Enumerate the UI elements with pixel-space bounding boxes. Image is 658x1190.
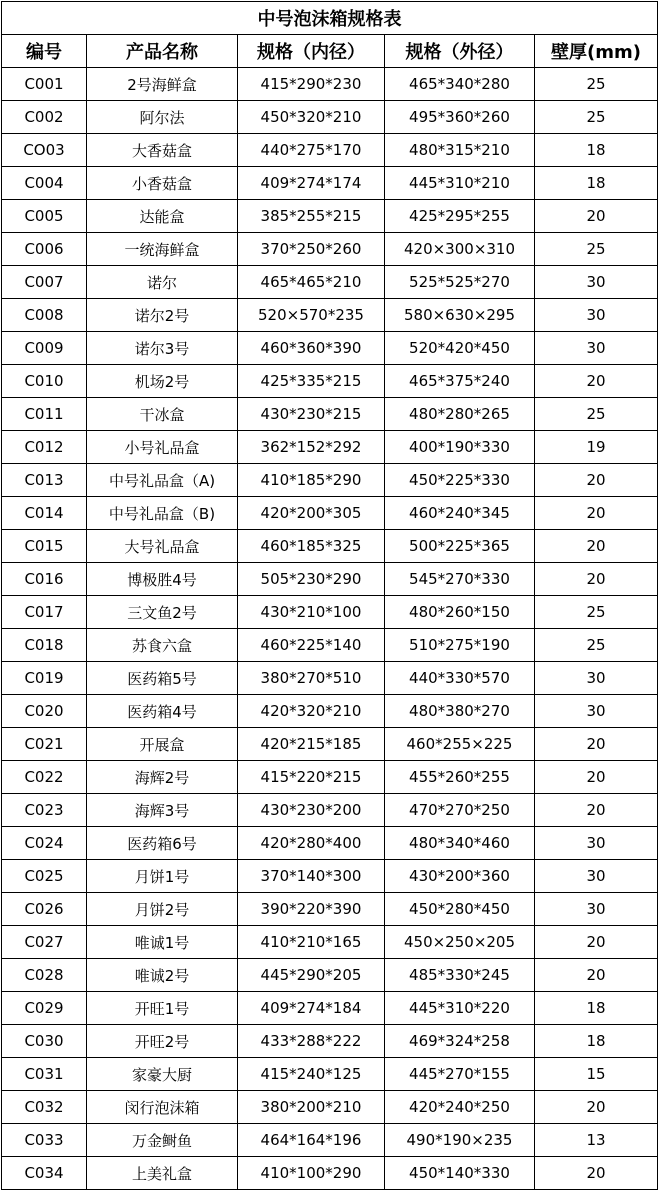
cell-outer-size: 420*240*250 bbox=[385, 1091, 535, 1124]
cell-outer-size: 510*275*190 bbox=[385, 629, 535, 662]
cell-product-name: 三文鱼2号 bbox=[87, 596, 238, 629]
table-row bbox=[2, 794, 658, 827]
cell-wall-thickness: 25 bbox=[535, 398, 658, 431]
cell-inner-size: 420*200*305 bbox=[238, 497, 385, 530]
cell-product-name: 医药箱5号 bbox=[87, 662, 238, 695]
cell-code: C007 bbox=[2, 266, 87, 299]
cell-inner-size: 445*290*205 bbox=[238, 959, 385, 992]
cell-wall-thickness: 20 bbox=[535, 794, 658, 827]
cell-inner-size: 410*185*290 bbox=[238, 464, 385, 497]
cell-code: C018 bbox=[2, 629, 87, 662]
cell-outer-size: 480*340*460 bbox=[385, 827, 535, 860]
cell-product-name: 达能盒 bbox=[87, 200, 238, 233]
cell-wall-thickness: 15 bbox=[535, 1058, 658, 1091]
cell-product-name: 诺尔3号 bbox=[87, 332, 238, 365]
cell-code: C001 bbox=[2, 68, 87, 101]
cell-product-name: 干冰盒 bbox=[87, 398, 238, 431]
cell-wall-thickness: 30 bbox=[535, 662, 658, 695]
table-row bbox=[2, 299, 658, 332]
cell-product-name: 小号礼品盒 bbox=[87, 431, 238, 464]
cell-wall-thickness: 18 bbox=[535, 992, 658, 1025]
cell-code: C034 bbox=[2, 1157, 87, 1190]
cell-code: C015 bbox=[2, 530, 87, 563]
cell-inner-size: 409*274*184 bbox=[238, 992, 385, 1025]
cell-outer-size: 450*140*330 bbox=[385, 1157, 535, 1190]
cell-code: C006 bbox=[2, 233, 87, 266]
cell-wall-thickness: 18 bbox=[535, 167, 658, 200]
cell-inner-size: 430*230*200 bbox=[238, 794, 385, 827]
cell-code: C005 bbox=[2, 200, 87, 233]
cell-wall-thickness: 20 bbox=[535, 761, 658, 794]
cell-wall-thickness: 20 bbox=[535, 926, 658, 959]
cell-product-name: 中号礼品盒（A) bbox=[87, 464, 238, 497]
cell-inner-size: 370*140*300 bbox=[238, 860, 385, 893]
cell-code: C021 bbox=[2, 728, 87, 761]
cell-inner-size: 464*164*196 bbox=[238, 1124, 385, 1157]
table-row bbox=[2, 860, 658, 893]
cell-inner-size: 460*225*140 bbox=[238, 629, 385, 662]
header-product-name: 产品名称 bbox=[87, 35, 238, 68]
cell-outer-size: 445*270*155 bbox=[385, 1058, 535, 1091]
cell-code: C033 bbox=[2, 1124, 87, 1157]
cell-product-name: 2号海鲜盒 bbox=[87, 68, 238, 101]
cell-outer-size: 440*330*570 bbox=[385, 662, 535, 695]
table-row bbox=[2, 431, 658, 464]
table-row bbox=[2, 365, 658, 398]
table-row bbox=[2, 1124, 658, 1157]
table-row bbox=[2, 464, 658, 497]
cell-outer-size: 485*330*245 bbox=[385, 959, 535, 992]
cell-inner-size: 430*210*100 bbox=[238, 596, 385, 629]
cell-code: C016 bbox=[2, 563, 87, 596]
cell-code: C028 bbox=[2, 959, 87, 992]
cell-code: C020 bbox=[2, 695, 87, 728]
cell-wall-thickness: 20 bbox=[535, 200, 658, 233]
cell-inner-size: 433*288*222 bbox=[238, 1025, 385, 1058]
cell-inner-size: 425*335*215 bbox=[238, 365, 385, 398]
cell-wall-thickness: 25 bbox=[535, 629, 658, 662]
cell-product-name: 月饼2号 bbox=[87, 893, 238, 926]
spec-table bbox=[1, 1, 658, 1190]
cell-wall-thickness: 19 bbox=[535, 431, 658, 464]
cell-product-name: 开展盒 bbox=[87, 728, 238, 761]
table-row bbox=[2, 728, 658, 761]
cell-outer-size: 480*380*270 bbox=[385, 695, 535, 728]
cell-product-name: 阿尔法 bbox=[87, 101, 238, 134]
cell-wall-thickness: 30 bbox=[535, 695, 658, 728]
cell-outer-size: 469*324*258 bbox=[385, 1025, 535, 1058]
cell-code: C027 bbox=[2, 926, 87, 959]
cell-outer-size: 445*310*210 bbox=[385, 167, 535, 200]
cell-outer-size: 450×250×205 bbox=[385, 926, 535, 959]
cell-wall-thickness: 30 bbox=[535, 266, 658, 299]
cell-inner-size: 420*320*210 bbox=[238, 695, 385, 728]
table-row bbox=[2, 68, 658, 101]
cell-wall-thickness: 18 bbox=[535, 1025, 658, 1058]
table-row bbox=[2, 926, 658, 959]
cell-wall-thickness: 13 bbox=[535, 1124, 658, 1157]
cell-inner-size: 465*465*210 bbox=[238, 266, 385, 299]
table-row bbox=[2, 200, 658, 233]
table-row bbox=[2, 332, 658, 365]
cell-code: C029 bbox=[2, 992, 87, 1025]
cell-inner-size: 505*230*290 bbox=[238, 563, 385, 596]
table-row bbox=[2, 563, 658, 596]
cell-outer-size: 420×300×310 bbox=[385, 233, 535, 266]
cell-product-name: 苏食六盒 bbox=[87, 629, 238, 662]
cell-inner-size: 420*280*400 bbox=[238, 827, 385, 860]
cell-wall-thickness: 20 bbox=[535, 1091, 658, 1124]
cell-inner-size: 420*215*185 bbox=[238, 728, 385, 761]
cell-product-name: 月饼1号 bbox=[87, 860, 238, 893]
cell-inner-size: 410*210*165 bbox=[238, 926, 385, 959]
cell-outer-size: 400*190*330 bbox=[385, 431, 535, 464]
cell-product-name: 机场2号 bbox=[87, 365, 238, 398]
cell-product-name: 诺尔 bbox=[87, 266, 238, 299]
cell-code: C026 bbox=[2, 893, 87, 926]
cell-code: C032 bbox=[2, 1091, 87, 1124]
cell-wall-thickness: 20 bbox=[535, 728, 658, 761]
cell-outer-size: 425*295*255 bbox=[385, 200, 535, 233]
cell-inner-size: 410*100*290 bbox=[238, 1157, 385, 1190]
cell-product-name: 医药箱4号 bbox=[87, 695, 238, 728]
header-outer-size: 规格（外径） bbox=[385, 35, 535, 68]
cell-wall-thickness: 30 bbox=[535, 332, 658, 365]
cell-code: C002 bbox=[2, 101, 87, 134]
cell-code: C010 bbox=[2, 365, 87, 398]
cell-code: C014 bbox=[2, 497, 87, 530]
header-row bbox=[2, 35, 658, 68]
table-row bbox=[2, 1058, 658, 1091]
table-row bbox=[2, 1025, 658, 1058]
cell-code: C017 bbox=[2, 596, 87, 629]
table-row bbox=[2, 827, 658, 860]
cell-product-name: 大香菇盒 bbox=[87, 134, 238, 167]
cell-product-name: 一统海鲜盒 bbox=[87, 233, 238, 266]
cell-wall-thickness: 30 bbox=[535, 860, 658, 893]
cell-product-name: 开旺2号 bbox=[87, 1025, 238, 1058]
cell-product-name: 闵行泡沫箱 bbox=[87, 1091, 238, 1124]
table-row bbox=[2, 233, 658, 266]
cell-outer-size: 500*225*365 bbox=[385, 530, 535, 563]
cell-inner-size: 440*275*170 bbox=[238, 134, 385, 167]
table-row bbox=[2, 959, 658, 992]
table-row bbox=[2, 992, 658, 1025]
cell-code: C011 bbox=[2, 398, 87, 431]
cell-wall-thickness: 20 bbox=[535, 959, 658, 992]
cell-product-name: 小香菇盒 bbox=[87, 167, 238, 200]
cell-product-name: 海辉2号 bbox=[87, 761, 238, 794]
cell-wall-thickness: 18 bbox=[535, 134, 658, 167]
table-row bbox=[2, 596, 658, 629]
cell-product-name: 唯诚1号 bbox=[87, 926, 238, 959]
table-row bbox=[2, 761, 658, 794]
cell-code: C030 bbox=[2, 1025, 87, 1058]
cell-product-name: 大号礼品盒 bbox=[87, 530, 238, 563]
cell-code: C012 bbox=[2, 431, 87, 464]
cell-inner-size: 390*220*390 bbox=[238, 893, 385, 926]
table-row bbox=[2, 101, 658, 134]
cell-outer-size: 430*200*360 bbox=[385, 860, 535, 893]
cell-code: CO03 bbox=[2, 134, 87, 167]
cell-code: C013 bbox=[2, 464, 87, 497]
cell-product-name: 上美礼盒 bbox=[87, 1157, 238, 1190]
cell-product-name: 海辉3号 bbox=[87, 794, 238, 827]
cell-product-name: 万金鲥鱼 bbox=[87, 1124, 238, 1157]
table-title: 中号泡沫箱规格表 bbox=[2, 2, 658, 35]
cell-outer-size: 480*315*210 bbox=[385, 134, 535, 167]
cell-wall-thickness: 20 bbox=[535, 464, 658, 497]
cell-outer-size: 450*225*330 bbox=[385, 464, 535, 497]
header-inner-size: 规格（内径） bbox=[238, 35, 385, 68]
cell-wall-thickness: 30 bbox=[535, 299, 658, 332]
cell-code: C004 bbox=[2, 167, 87, 200]
cell-product-name: 医药箱6号 bbox=[87, 827, 238, 860]
cell-wall-thickness: 30 bbox=[535, 827, 658, 860]
cell-inner-size: 415*240*125 bbox=[238, 1058, 385, 1091]
table-row bbox=[2, 398, 658, 431]
cell-outer-size: 450*280*450 bbox=[385, 893, 535, 926]
cell-outer-size: 480*260*150 bbox=[385, 596, 535, 629]
cell-outer-size: 465*375*240 bbox=[385, 365, 535, 398]
cell-wall-thickness: 20 bbox=[535, 1157, 658, 1190]
title-row bbox=[2, 2, 658, 35]
cell-wall-thickness: 20 bbox=[535, 365, 658, 398]
cell-outer-size: 480*280*265 bbox=[385, 398, 535, 431]
table-row bbox=[2, 167, 658, 200]
cell-outer-size: 520*420*450 bbox=[385, 332, 535, 365]
table-row bbox=[2, 695, 658, 728]
cell-product-name: 中号礼品盒（B) bbox=[87, 497, 238, 530]
cell-wall-thickness: 20 bbox=[535, 530, 658, 563]
cell-code: C009 bbox=[2, 332, 87, 365]
cell-inner-size: 380*270*510 bbox=[238, 662, 385, 695]
cell-wall-thickness: 25 bbox=[535, 68, 658, 101]
cell-outer-size: 545*270*330 bbox=[385, 563, 535, 596]
cell-outer-size: 455*260*255 bbox=[385, 761, 535, 794]
cell-code: C019 bbox=[2, 662, 87, 695]
table-row bbox=[2, 1157, 658, 1190]
cell-inner-size: 415*220*215 bbox=[238, 761, 385, 794]
cell-product-name: 开旺1号 bbox=[87, 992, 238, 1025]
cell-wall-thickness: 20 bbox=[535, 497, 658, 530]
cell-outer-size: 460*240*345 bbox=[385, 497, 535, 530]
cell-outer-size: 490*190×235 bbox=[385, 1124, 535, 1157]
cell-code: C031 bbox=[2, 1058, 87, 1091]
table-row bbox=[2, 134, 658, 167]
cell-product-name: 唯诚2号 bbox=[87, 959, 238, 992]
table-row bbox=[2, 629, 658, 662]
cell-inner-size: 415*290*230 bbox=[238, 68, 385, 101]
cell-product-name: 家豪大厨 bbox=[87, 1058, 238, 1091]
table-row bbox=[2, 662, 658, 695]
cell-code: C022 bbox=[2, 761, 87, 794]
cell-inner-size: 430*230*215 bbox=[238, 398, 385, 431]
table-row bbox=[2, 530, 658, 563]
cell-product-name: 诺尔2号 bbox=[87, 299, 238, 332]
cell-code: C023 bbox=[2, 794, 87, 827]
table-row bbox=[2, 893, 658, 926]
cell-product-name: 博极胜4号 bbox=[87, 563, 238, 596]
cell-inner-size: 450*320*210 bbox=[238, 101, 385, 134]
cell-code: C008 bbox=[2, 299, 87, 332]
header-code: 编号 bbox=[2, 35, 87, 68]
cell-outer-size: 580×630×295 bbox=[385, 299, 535, 332]
cell-inner-size: 520×570*235 bbox=[238, 299, 385, 332]
cell-inner-size: 460*360*390 bbox=[238, 332, 385, 365]
cell-inner-size: 380*200*210 bbox=[238, 1091, 385, 1124]
table-row bbox=[2, 497, 658, 530]
cell-outer-size: 495*360*260 bbox=[385, 101, 535, 134]
cell-code: C024 bbox=[2, 827, 87, 860]
cell-code: C025 bbox=[2, 860, 87, 893]
cell-outer-size: 465*340*280 bbox=[385, 68, 535, 101]
header-wall-thickness: 壁厚(mm) bbox=[535, 35, 658, 68]
cell-inner-size: 370*250*260 bbox=[238, 233, 385, 266]
cell-wall-thickness: 20 bbox=[535, 563, 658, 596]
cell-inner-size: 385*255*215 bbox=[238, 200, 385, 233]
cell-outer-size: 445*310*220 bbox=[385, 992, 535, 1025]
cell-inner-size: 409*274*174 bbox=[238, 167, 385, 200]
table-row bbox=[2, 266, 658, 299]
cell-inner-size: 362*152*292 bbox=[238, 431, 385, 464]
table-row bbox=[2, 1091, 658, 1124]
cell-wall-thickness: 30 bbox=[535, 893, 658, 926]
cell-inner-size: 460*185*325 bbox=[238, 530, 385, 563]
cell-wall-thickness: 25 bbox=[535, 596, 658, 629]
cell-outer-size: 470*270*250 bbox=[385, 794, 535, 827]
cell-wall-thickness: 25 bbox=[535, 101, 658, 134]
cell-wall-thickness: 25 bbox=[535, 233, 658, 266]
cell-outer-size: 525*525*270 bbox=[385, 266, 535, 299]
table-body bbox=[2, 68, 658, 1190]
cell-outer-size: 460*255×225 bbox=[385, 728, 535, 761]
